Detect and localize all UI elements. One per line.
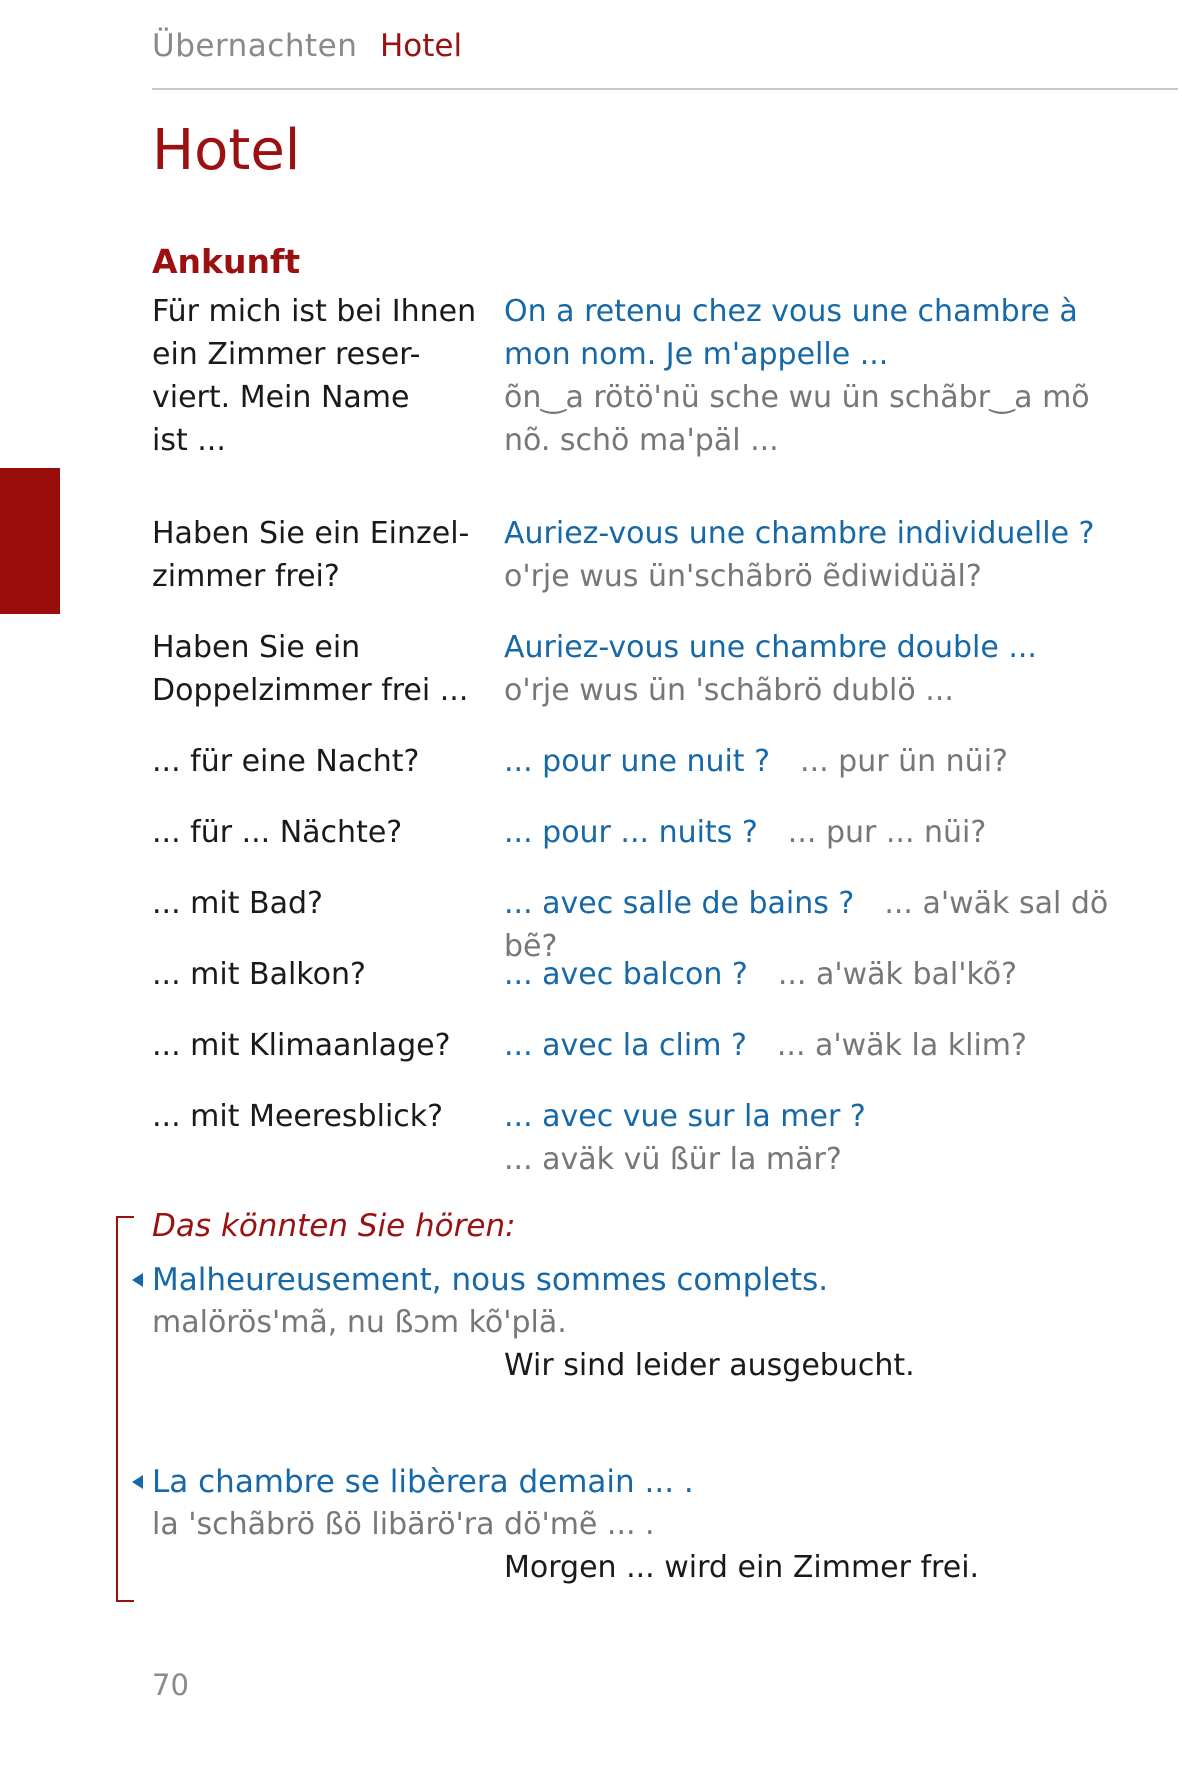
- phrase-row: [152, 953, 1162, 998]
- german-phrase: Für mich ist bei Ihnen ein Zimmer reser- viert. Mein Name ist ...: [152, 294, 477, 458]
- pronunciation: ... a'wäk la klim?: [776, 1028, 1027, 1063]
- pronunciation: o'rje wus ün 'schãbrö dublö ...: [504, 673, 954, 708]
- translation: [504, 290, 1144, 462]
- german-phrase: Haben Sie ein Doppelzimmer frei ...: [152, 630, 469, 708]
- french-phrase: On a retenu chez vous une chambre à mon nom. Je m'appelle ...: [504, 294, 1078, 372]
- phrase-row: [152, 1095, 1162, 1185]
- german-phrase: ... mit Bad?: [152, 886, 323, 921]
- german-translation: Morgen ... wird ein Zimmer frei.: [504, 1550, 980, 1585]
- pronunciation: ... pur ... nüi?: [787, 815, 987, 850]
- pronunciation: õn‿a rötö'nü sche wu ün schãbr‿a mõ nõ. schö ma'päl ...: [504, 380, 1090, 458]
- french-phrase: Malheureusement, nous sommes complets.: [152, 1262, 829, 1298]
- phrase-row: [152, 811, 1162, 856]
- translation: [504, 1095, 1144, 1181]
- running-header: [152, 28, 1178, 90]
- pronunciation: malörös'mã, nu ßɔm kõ'plä.: [152, 1305, 567, 1340]
- german-phrase: ... für eine Nacht?: [152, 744, 420, 779]
- french-phrase: La chambre se libèrera demain ... .: [152, 1464, 694, 1500]
- chapter-tab-marker: [0, 468, 60, 614]
- phrase-row: [152, 1024, 1162, 1069]
- section-title: Ankunft: [152, 242, 301, 281]
- french-phrase: Auriez-vous une chambre individuelle ?: [504, 516, 1095, 551]
- french-phrase: Auriez-vous une chambre double ...: [504, 630, 1037, 665]
- german-phrase: ... mit Klimaanlage?: [152, 1028, 451, 1063]
- german-phrase: ... mit Balkon?: [152, 957, 366, 992]
- french-phrase: ... avec vue sur la mer ?: [504, 1099, 866, 1134]
- audio-arrow-icon: [132, 1475, 143, 1489]
- translation: [504, 1024, 1144, 1067]
- german-translation: Wir sind leider ausgebucht.: [504, 1348, 915, 1383]
- pronunciation: ... aväk vü ßür la mär?: [504, 1142, 842, 1177]
- french-phrase: ... avec balcon ?: [504, 957, 748, 992]
- header-section: Übernachten: [152, 28, 358, 64]
- page-number: 70: [152, 1668, 189, 1702]
- french-phrase: ... pour une nuit ?: [504, 744, 771, 779]
- pronunciation: ... a'wäk bal'kõ?: [777, 957, 1018, 992]
- french-phrase: ... avec salle de bains ?: [504, 886, 855, 921]
- pronunciation: ... pur ün nüi?: [800, 744, 1008, 779]
- french-phrase: ... pour ... nuits ?: [504, 815, 758, 850]
- page-title: Hotel: [152, 118, 301, 183]
- phrase-row: [152, 740, 1162, 785]
- pronunciation: o'rje wus ün'schãbrö ẽdiwidüäl?: [504, 559, 982, 594]
- german-phrase: Haben Sie ein Einzel- zimmer frei?: [152, 516, 470, 594]
- phrase-row: [152, 290, 1162, 458]
- translation: [504, 512, 1144, 598]
- translation: [504, 626, 1144, 712]
- german-phrase: ... für ... Nächte?: [152, 815, 403, 850]
- header-current-topic: Hotel: [380, 28, 463, 64]
- translation: [504, 811, 1144, 854]
- audio-arrow-icon: [132, 1273, 143, 1287]
- translation: [504, 740, 1144, 783]
- listening-item: [152, 1464, 1152, 1604]
- pronunciation: ... a'wäk sal dö bẽ?: [504, 886, 1109, 964]
- listening-item: [152, 1262, 1152, 1402]
- translation: [504, 953, 1144, 996]
- pronunciation: la 'schãbrö ßö libärö'ra dö'mẽ ... .: [152, 1507, 655, 1542]
- german-phrase: ... mit Meeresblick?: [152, 1099, 444, 1134]
- phrase-row: [152, 882, 1162, 964]
- french-phrase: ... avec la clim ?: [504, 1028, 747, 1063]
- phrase-row: [152, 512, 1162, 602]
- phrase-row: [152, 626, 1162, 716]
- listening-box-title: Das könnten Sie hören:: [152, 1208, 516, 1244]
